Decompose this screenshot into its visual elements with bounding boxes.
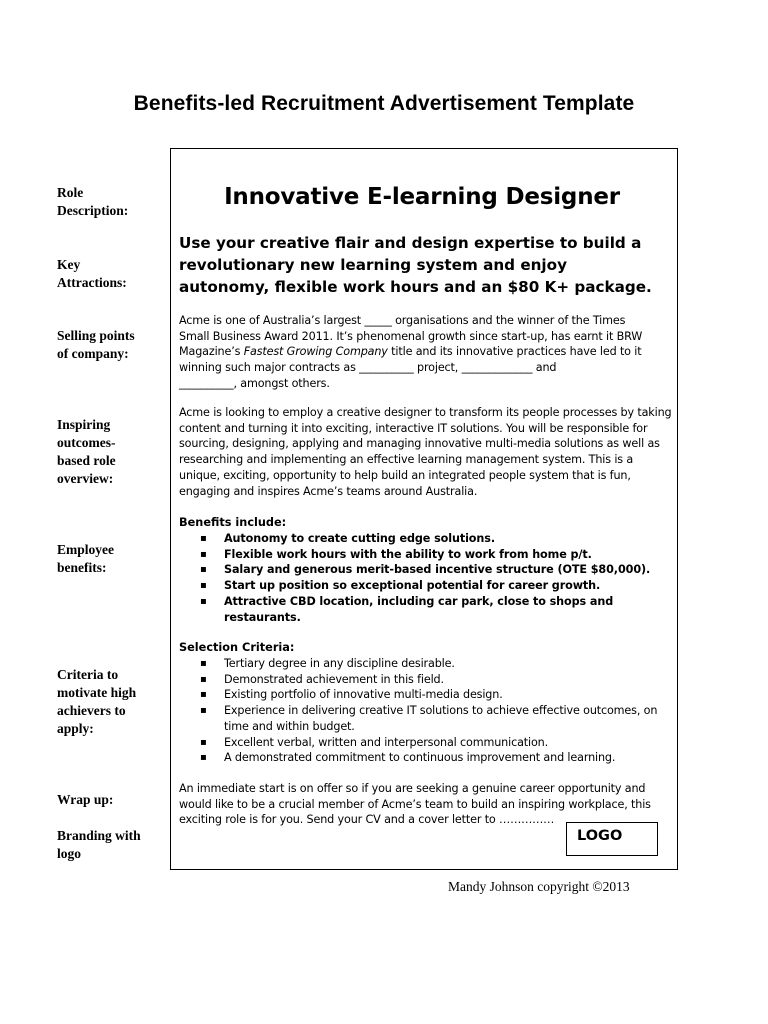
attraction-line: autonomy, flexible work hours and an $80 K+ package. <box>179 278 652 296</box>
label-line: Selling points <box>57 328 135 343</box>
paragraph-line: An immediate start is on offer so if you are seeking a genuine career opportunity and <box>179 782 646 795</box>
page-title: Benefits-led Recruitment Advertisement Template <box>133 92 635 115</box>
list-item: ▪ A demonstrated commitment to continuous improvement and learning. <box>200 750 670 766</box>
list-item: ▪ Demonstrated achievement in this field. <box>200 672 670 688</box>
label-line: Wrap up: <box>57 792 114 807</box>
label-key-attractions <box>57 256 162 292</box>
paragraph-line <box>179 344 679 360</box>
key-attractions <box>179 232 674 298</box>
paragraph-line: Acme is looking to employ a creative designer to transform its people processes by taking <box>179 406 672 419</box>
paragraph-line: exciting role is for you. Send your CV and a cover letter to …………… <box>179 813 555 827</box>
label-line: Inspiring <box>57 417 111 432</box>
list-item: ▪ Start up position so exceptional potential for career growth. <box>200 578 660 594</box>
label-line: apply: <box>57 721 94 736</box>
logo-placeholder: LOGO <box>566 822 658 856</box>
list-item: ▪ Flexible work hours with the ability to work from home p/t. <box>200 547 660 563</box>
list-item: ▪ Autonomy to create cutting edge solutions. <box>200 531 660 547</box>
paragraph-line: content and turning it into exciting, interactive IT solutions. You will be responsible for <box>179 421 648 435</box>
list-item: ▪ Experience in delivering creative IT solutions to achieve effective outcomes, on time and within budget. <box>200 703 664 734</box>
label-employee-benefits <box>57 541 162 577</box>
paragraph-line: would like to be a crucial member of Acme’s team to build an inspiring workplace, this <box>179 797 651 811</box>
paragraph-line: researching and implementing an effective learning management system. This is a <box>179 453 634 467</box>
label-line: outcomes- <box>57 435 116 450</box>
copyright-notice: Mandy Johnson copyright ©2013 <box>448 879 630 894</box>
list-item: ▪ Attractive CBD location, including car park, close to shops and restaurants. <box>200 594 644 625</box>
label-line: of company: <box>57 346 129 361</box>
label-line: benefits: <box>57 560 107 575</box>
label-branding <box>57 827 162 863</box>
list-item: ▪ Salary and generous merit-based incentive structure (OTE $80,000). <box>200 562 660 578</box>
label-criteria <box>57 666 162 738</box>
label-line: Attractions: <box>57 275 127 290</box>
label-line: Role <box>57 185 84 200</box>
role-overview-paragraph <box>179 405 679 499</box>
label-line: logo <box>57 846 82 861</box>
paragraph-line: engaging and inspires Acme’s teams around Australia. <box>179 484 478 498</box>
label-line: motivate high <box>57 685 137 700</box>
text-span: title and its innovative practices have led to it <box>387 345 642 359</box>
award-title: Fastest Growing Company <box>243 345 388 359</box>
paragraph-line: Small Business Award 2011. It’s phenomenal growth since start-up, has earnt it BRW <box>179 329 643 343</box>
text-span: Magazine’s <box>179 345 244 359</box>
selling-points-paragraph <box>179 313 679 392</box>
label-line: Branding with <box>57 828 141 843</box>
attraction-line: revolutionary new learning system and enjoy <box>179 256 567 274</box>
label-line: Key <box>57 257 81 272</box>
label-wrap-up <box>57 791 162 809</box>
paragraph-line: winning such major contracts as __________ project, _____________ and <box>179 361 557 375</box>
paragraph-line: Acme is one of Australia’s largest _____ organisations and the winner of the Times <box>179 314 626 327</box>
label-selling-points <box>57 327 162 363</box>
label-line: Description: <box>57 203 129 218</box>
list-item: ▪ Excellent verbal, written and interpersonal communication. <box>200 735 670 751</box>
benefits-list <box>200 531 660 625</box>
label-line: overview: <box>57 471 114 486</box>
criteria-heading: Selection Criteria: <box>179 641 295 654</box>
list-item: ▪ Existing portfolio of innovative multi-media design. <box>200 687 670 703</box>
label-line: achievers to <box>57 703 126 718</box>
label-line: based role <box>57 453 116 468</box>
paragraph-line: sourcing, designing, applying and managing innovative multi-media solutions as well as <box>179 437 660 451</box>
label-line: Criteria to <box>57 667 119 682</box>
label-line: Employee <box>57 542 114 557</box>
criteria-list <box>200 656 670 766</box>
label-inspiring-overview <box>57 416 162 488</box>
list-item: ▪ Tertiary degree in any discipline desirable. <box>200 656 670 672</box>
paragraph-line: __________, amongst others. <box>179 376 330 390</box>
job-title: Innovative E-learning Designer <box>224 184 620 210</box>
paragraph-line: unique, exciting, opportunity to help build an integrated people system that is fun, <box>179 468 631 482</box>
attraction-line: Use your creative flair and design expertise to build a <box>179 234 642 252</box>
benefits-heading: Benefits include: <box>179 516 287 529</box>
